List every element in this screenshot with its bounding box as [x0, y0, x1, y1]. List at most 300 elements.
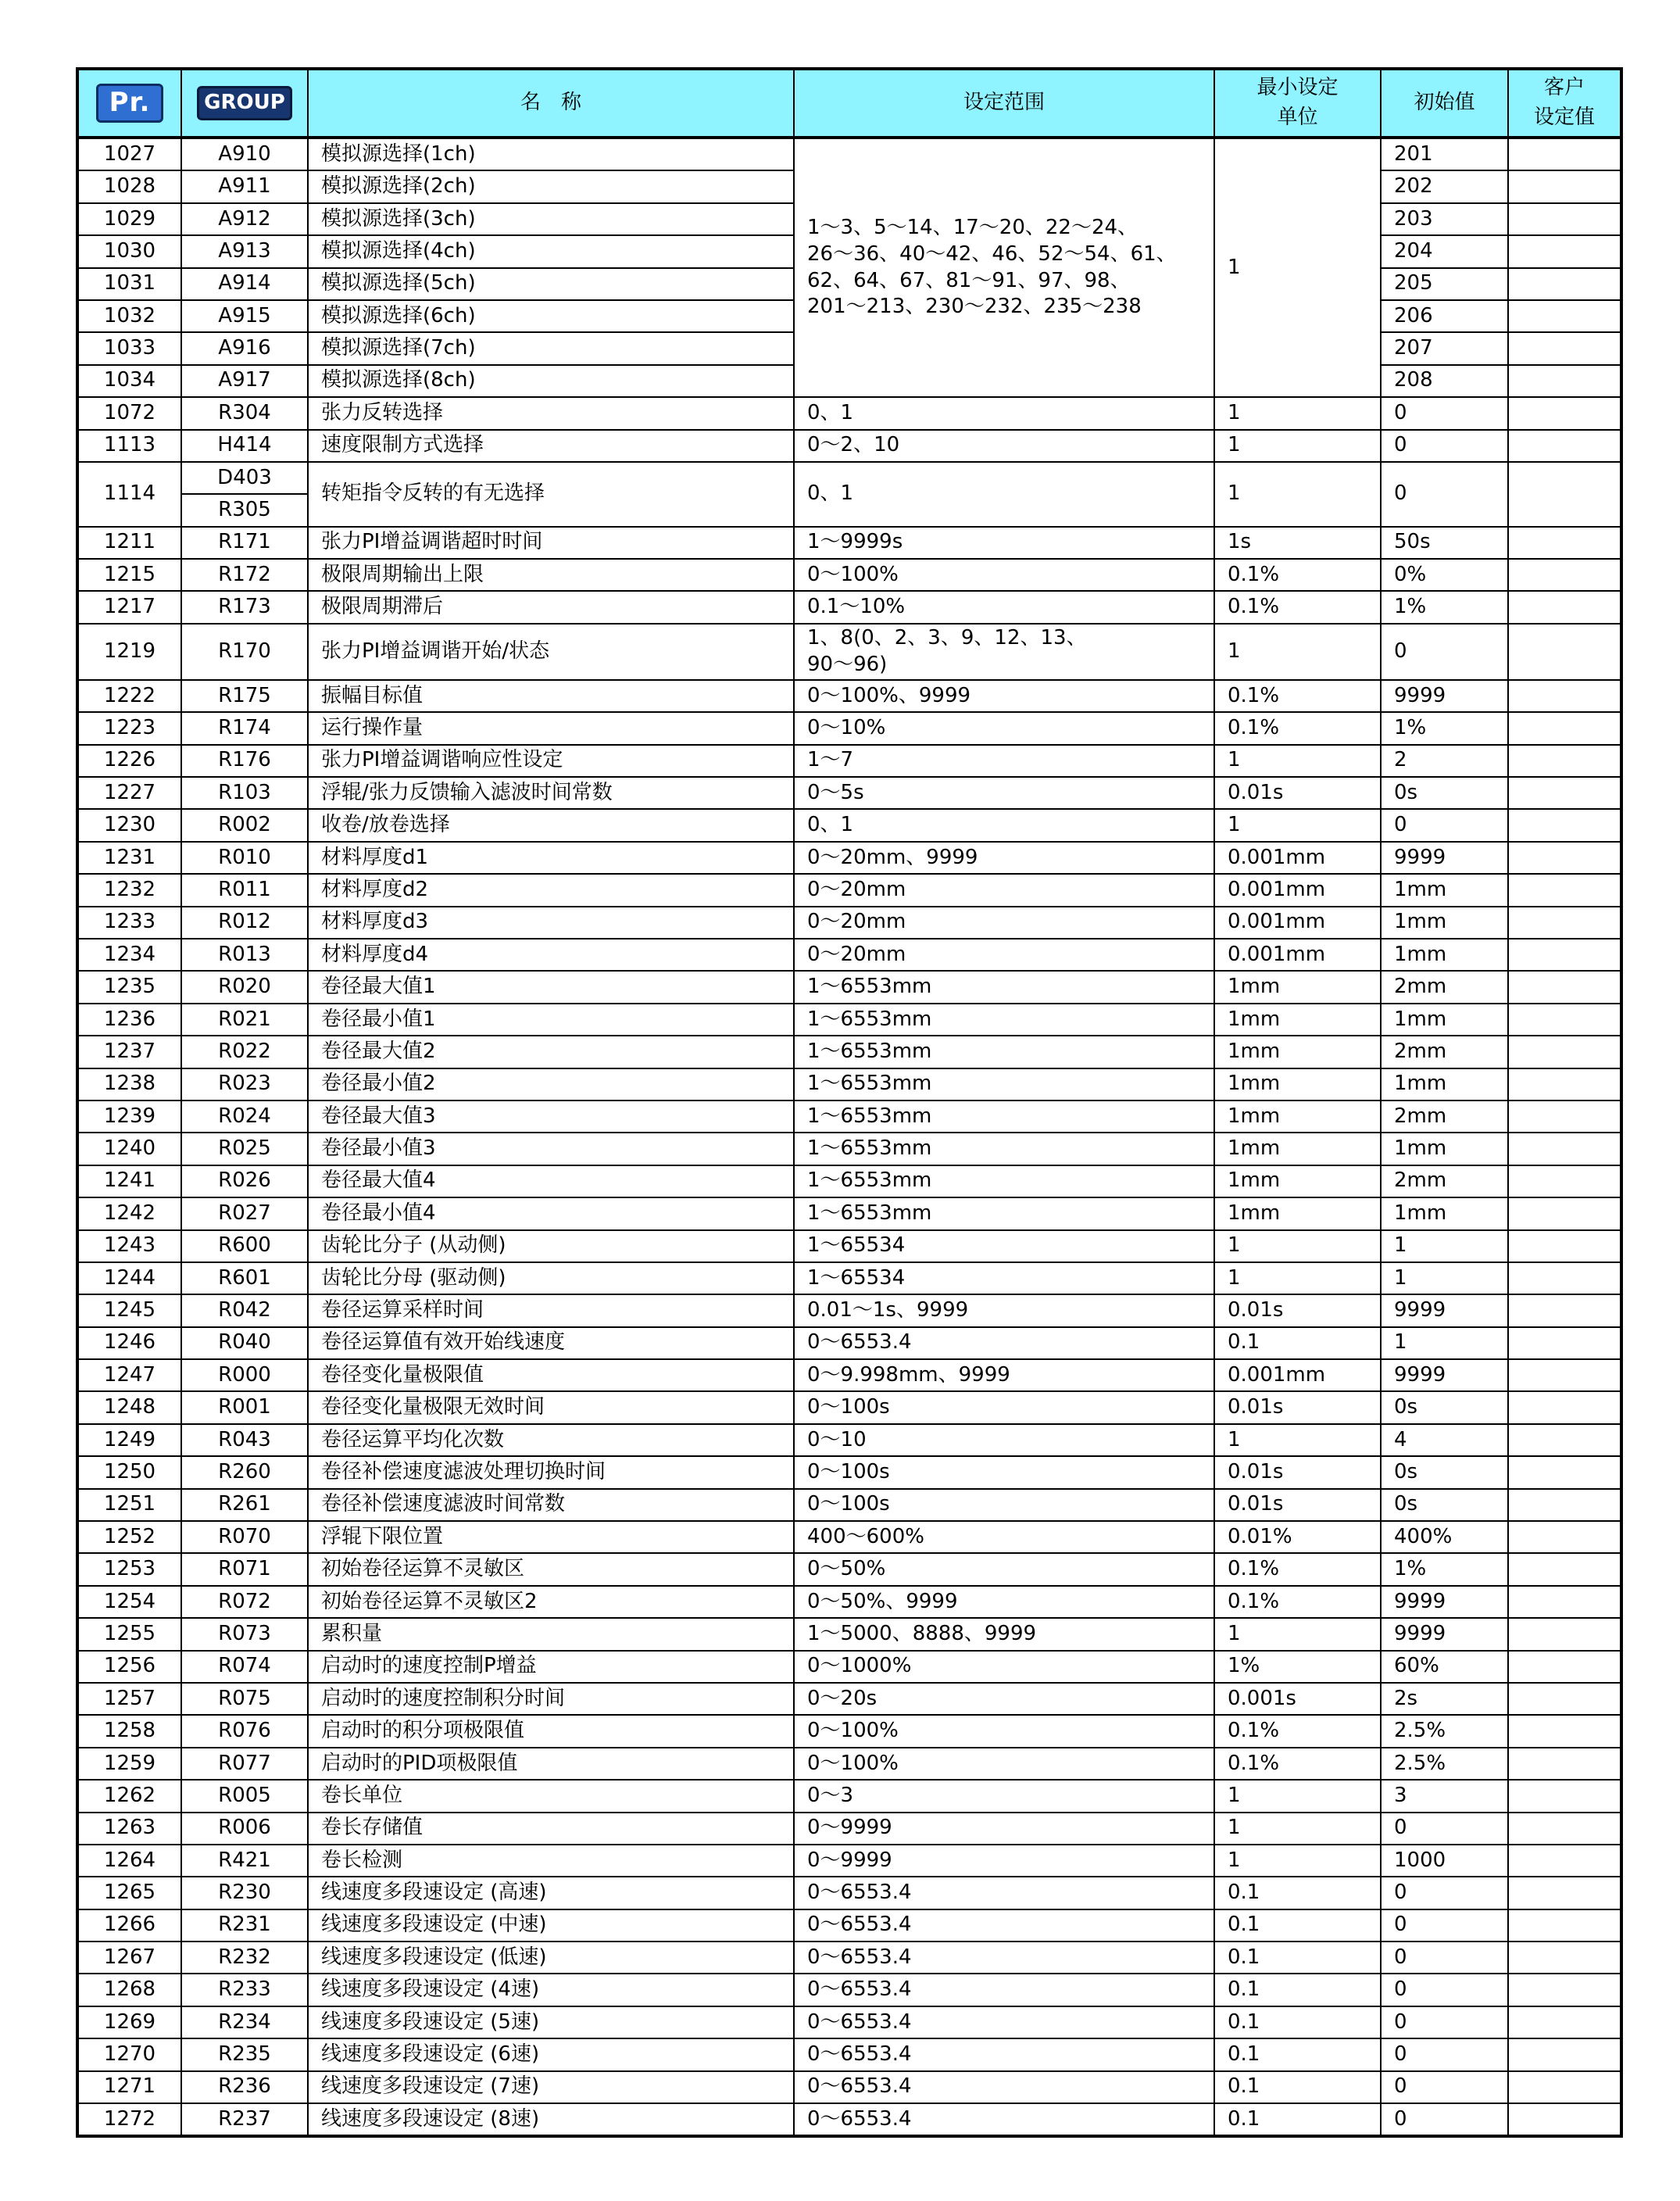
pr-number-cell: 1031: [77, 268, 181, 300]
pr-number-cell: 1226: [77, 745, 181, 777]
customer-value-cell[interactable]: [1508, 1651, 1621, 1683]
initial-value-cell: 0: [1381, 430, 1508, 462]
pr-number-cell: 1253: [77, 1553, 181, 1585]
pr-number-cell: 1266: [77, 1909, 181, 1942]
customer-value-cell[interactable]: [1508, 2071, 1621, 2103]
setting-range-cell: 0～6553.4: [794, 2071, 1214, 2103]
table-row: [77, 907, 1621, 939]
parameter-name-cell: 线速度多段速设定 (中速): [308, 1909, 794, 1942]
pr-number-cell: 1251: [77, 1489, 181, 1521]
group-code-cell: R042: [181, 1294, 308, 1326]
customer-value-cell[interactable]: [1508, 1230, 1621, 1262]
parameter-name-cell: 卷长存储值: [308, 1813, 794, 1845]
table-row: [77, 1521, 1621, 1553]
pr-number-cell: 1265: [77, 1877, 181, 1909]
group-code-cell: R230: [181, 1877, 308, 1909]
parameter-name-cell: 卷径最小值2: [308, 1068, 794, 1100]
customer-value-cell[interactable]: [1508, 268, 1621, 300]
table-row: [77, 1456, 1621, 1488]
customer-value-cell[interactable]: [1508, 2006, 1621, 2038]
setting-range-cell: 0～9999: [794, 1813, 1214, 1845]
customer-value-cell[interactable]: [1508, 559, 1621, 591]
parameter-name-cell: 线速度多段速设定 (7速): [308, 2071, 794, 2103]
pr-number-cell: 1217: [77, 591, 181, 623]
table-row: [77, 559, 1621, 591]
setting-range-cell: 0～10%: [794, 712, 1214, 744]
customer-value-cell[interactable]: [1508, 809, 1621, 841]
group-code-cell: R001: [181, 1391, 308, 1423]
parameter-name-cell: 模拟源选择(8ch): [308, 365, 794, 397]
table-row: [77, 1942, 1621, 1974]
parameter-name-cell: 模拟源选择(5ch): [308, 268, 794, 300]
setting-range-cell: 0～20s: [794, 1683, 1214, 1715]
initial-value-cell: 1mm: [1381, 1197, 1508, 1229]
group-code-cell: R071: [181, 1553, 308, 1585]
customer-value-cell[interactable]: [1508, 874, 1621, 906]
table-row: [77, 1133, 1621, 1165]
customer-value-cell[interactable]: [1508, 1618, 1621, 1650]
initial-value-cell: 2: [1381, 745, 1508, 777]
customer-value-cell[interactable]: [1508, 1715, 1621, 1747]
table-row: [77, 1391, 1621, 1423]
customer-value-cell[interactable]: [1508, 1586, 1621, 1618]
customer-value-cell[interactable]: [1508, 397, 1621, 429]
group-code-cell: R173: [181, 591, 308, 623]
parameter-table: [76, 67, 1623, 2138]
table-row: [77, 591, 1621, 623]
group-code-cell: R074: [181, 1651, 308, 1683]
min-unit-cell: 0.1%: [1214, 1586, 1381, 1618]
group-code-cell: R236: [181, 2071, 308, 2103]
pr-number-cell: 1258: [77, 1715, 181, 1747]
initial-value-cell: 1: [1381, 1327, 1508, 1359]
pr-number-cell: 1270: [77, 2038, 181, 2070]
parameter-name-cell: 振幅目标值: [308, 680, 794, 712]
table-row: [77, 842, 1621, 874]
min-unit-cell: 1mm: [1214, 1165, 1381, 1197]
pr-number-cell: 1256: [77, 1651, 181, 1683]
initial-value-cell: 9999: [1381, 1586, 1508, 1618]
table-row: [77, 2071, 1621, 2103]
min-unit-cell: 0.1: [1214, 1909, 1381, 1942]
pr-number-cell: 1227: [77, 777, 181, 809]
table-row: [77, 1651, 1621, 1683]
group-code-cell: R075: [181, 1683, 308, 1715]
setting-range-line: 201～213、230～232、235～238: [807, 295, 1142, 319]
group-code-cell: A916: [181, 332, 308, 364]
group-code-cell: R040: [181, 1327, 308, 1359]
setting-range-line: 90～96): [807, 652, 888, 676]
initial-value-cell: 2.5%: [1381, 1715, 1508, 1747]
setting-range-cell: 0～6553.4: [794, 1877, 1214, 1909]
table-row: [77, 1683, 1621, 1715]
customer-value-cell[interactable]: [1508, 430, 1621, 462]
customer-value-cell[interactable]: [1508, 971, 1621, 1003]
initial-value-cell: 206: [1381, 300, 1508, 332]
pr-number-cell: 1238: [77, 1068, 181, 1100]
customer-value-cell[interactable]: [1508, 777, 1621, 809]
parameter-name-cell: 张力PI增益调谐开始/状态: [308, 624, 794, 680]
customer-value-cell[interactable]: [1508, 1133, 1621, 1165]
group-code-cell: D403: [181, 462, 308, 494]
setting-range-cell: 1～65534: [794, 1262, 1214, 1294]
table-row: [77, 430, 1621, 462]
min-unit-cell: 1: [1214, 1845, 1381, 1877]
parameter-name-cell: 材料厚度d4: [308, 939, 794, 971]
group-code-cell: R601: [181, 1262, 308, 1294]
pr-number-cell: 1255: [77, 1618, 181, 1650]
pr-badge: Pr.: [96, 84, 164, 122]
parameter-name-cell: 收卷/放卷选择: [308, 809, 794, 841]
customer-value-cell[interactable]: [1508, 1068, 1621, 1100]
min-unit-cell: 1mm: [1214, 1036, 1381, 1068]
customer-value-cell[interactable]: [1508, 1456, 1621, 1488]
min-unit-cell: 1: [1214, 397, 1381, 429]
customer-value-cell[interactable]: [1508, 591, 1621, 623]
initial-value-cell: 201: [1381, 138, 1508, 170]
pr-number-cell: 1243: [77, 1230, 181, 1262]
min-unit-cell: 0.1%: [1214, 1553, 1381, 1585]
pr-number-cell: 1234: [77, 939, 181, 971]
table-row: [77, 1489, 1621, 1521]
customer-value-cell[interactable]: [1508, 1294, 1621, 1326]
setting-range-cell: 1～5000、8888、9999: [794, 1618, 1214, 1650]
group-code-cell: R232: [181, 1942, 308, 1974]
initial-value-cell: 0: [1381, 624, 1508, 680]
parameter-name-cell: 浮辊/张力反馈输入滤波时间常数: [308, 777, 794, 809]
pr-number-cell: 1237: [77, 1036, 181, 1068]
group-code-cell: R421: [181, 1845, 308, 1877]
setting-range-line: 1～3、5～14、17～20、22～24、: [807, 215, 1138, 239]
setting-range-cell: 0～50%、9999: [794, 1586, 1214, 1618]
initial-value-cell: 9999: [1381, 842, 1508, 874]
initial-value-cell: 205: [1381, 268, 1508, 300]
min-unit-cell: 0.1%: [1214, 591, 1381, 623]
customer-value-cell[interactable]: [1508, 203, 1621, 235]
table-row: [77, 1294, 1621, 1326]
initial-value-cell: 1mm: [1381, 939, 1508, 971]
group-code-cell: R027: [181, 1197, 308, 1229]
setting-range-cell: 0、1: [794, 809, 1214, 841]
customer-value-cell[interactable]: [1508, 1813, 1621, 1845]
parameter-name-cell: 转矩指令反转的有无选择: [308, 462, 794, 527]
parameter-name-cell: 启动时的积分项极限值: [308, 1715, 794, 1747]
customer-value-cell[interactable]: [1508, 1262, 1621, 1294]
group-code-cell: H414: [181, 430, 308, 462]
pr-number-cell: 1249: [77, 1424, 181, 1456]
pr-number-cell: 1033: [77, 332, 181, 364]
pr-number-cell: 1235: [77, 971, 181, 1003]
customer-value-cell[interactable]: [1508, 1197, 1621, 1229]
pr-number-cell: 1247: [77, 1359, 181, 1391]
setting-range-cell: 0～100s: [794, 1391, 1214, 1423]
pr-number-cell: 1233: [77, 907, 181, 939]
parameter-name-cell: 启动时的速度控制P增益: [308, 1651, 794, 1683]
pr-number-cell: 1028: [77, 170, 181, 202]
customer-value-cell[interactable]: [1508, 300, 1621, 332]
table-row: [77, 1974, 1621, 2006]
setting-range-cell: 0～9999: [794, 1845, 1214, 1877]
table-row: [77, 1813, 1621, 1845]
group-code-cell: R002: [181, 809, 308, 841]
customer-value-cell[interactable]: [1508, 1780, 1621, 1812]
group-code-cell: A913: [181, 235, 308, 267]
parameter-name-cell: 模拟源选择(1ch): [308, 138, 794, 170]
parameter-name-cell: 启动时的PID项极限值: [308, 1748, 794, 1780]
customer-value-cell[interactable]: [1508, 1424, 1621, 1456]
pr-number-cell: 1257: [77, 1683, 181, 1715]
min-unit-cell: 0.001mm: [1214, 842, 1381, 874]
table-row: [77, 1197, 1621, 1229]
min-unit-cell: 0.1: [1214, 1327, 1381, 1359]
setting-range-line: 1、8(0、2、3、9、12、13、: [807, 626, 1087, 650]
customer-value-cell[interactable]: [1508, 1748, 1621, 1780]
initial-value-cell: 1: [1381, 1262, 1508, 1294]
customer-value-cell[interactable]: [1508, 1100, 1621, 1133]
customer-value-cell[interactable]: [1508, 138, 1621, 170]
parameter-name-cell: 张力PI增益调谐超时时间: [308, 527, 794, 559]
parameter-name-cell: 线速度多段速设定 (高速): [308, 1877, 794, 1909]
setting-range-cell: 400～600%: [794, 1521, 1214, 1553]
parameter-name-cell: 材料厚度d2: [308, 874, 794, 906]
parameter-name-cell: 卷径最大值3: [308, 1100, 794, 1133]
customer-value-cell[interactable]: [1508, 235, 1621, 267]
table-row: [77, 1359, 1621, 1391]
pr-number-cell: 1264: [77, 1845, 181, 1877]
customer-value-cell[interactable]: [1508, 1683, 1621, 1715]
setting-range-cell: 1～6553mm: [794, 1133, 1214, 1165]
group-code-cell: R103: [181, 777, 308, 809]
group-code-cell: R174: [181, 712, 308, 744]
group-code-cell: R072: [181, 1586, 308, 1618]
group-code-cell: R010: [181, 842, 308, 874]
pr-number-cell: 1230: [77, 809, 181, 841]
initial-value-cell: 1mm: [1381, 1004, 1508, 1036]
table-row: [77, 777, 1621, 809]
customer-value-cell[interactable]: [1508, 332, 1621, 364]
initial-value-cell: 0: [1381, 1813, 1508, 1845]
customer-value-cell[interactable]: [1508, 1036, 1621, 1068]
customer-value-cell[interactable]: [1508, 1004, 1621, 1036]
group-code-cell: A910: [181, 138, 308, 170]
initial-value-cell: 2s: [1381, 1683, 1508, 1715]
pr-number-cell: 1271: [77, 2071, 181, 2103]
customer-value-cell[interactable]: [1508, 1909, 1621, 1942]
customer-value-cell[interactable]: [1508, 527, 1621, 559]
customer-value-cell[interactable]: [1508, 1877, 1621, 1909]
min-unit-cell: 0.1: [1214, 1877, 1381, 1909]
initial-value-cell: 0: [1381, 1974, 1508, 2006]
min-unit-cell: 0.001mm: [1214, 874, 1381, 906]
initial-value-cell: 3: [1381, 1780, 1508, 1812]
table-row: [77, 1748, 1621, 1780]
parameter-name-cell: 运行操作量: [308, 712, 794, 744]
table-row: [77, 680, 1621, 712]
pr-number-cell: 1215: [77, 559, 181, 591]
pr-number-cell: 1268: [77, 1974, 181, 2006]
customer-value-cell[interactable]: [1508, 1359, 1621, 1391]
pr-number-cell: 1029: [77, 203, 181, 235]
setting-range-cell: 0～100%、9999: [794, 680, 1214, 712]
min-unit-cell: 0.1%: [1214, 559, 1381, 591]
group-code-cell: R021: [181, 1004, 308, 1036]
min-unit-cell: 1mm: [1214, 1100, 1381, 1133]
customer-value-cell[interactable]: [1508, 624, 1621, 680]
min-unit-cell: 1: [1214, 624, 1381, 680]
min-unit-cell: 1: [1214, 1424, 1381, 1456]
setting-range-cell: 0～100s: [794, 1489, 1214, 1521]
table-row: [77, 2006, 1621, 2038]
parameter-name-cell: 累积量: [308, 1618, 794, 1650]
initial-value-cell: 400%: [1381, 1521, 1508, 1553]
parameter-name-cell: 线速度多段速设定 (8速): [308, 2103, 794, 2136]
group-badge: GROUP: [197, 86, 292, 120]
initial-value-cell: 2mm: [1381, 1036, 1508, 1068]
pr-number-cell: 1245: [77, 1294, 181, 1326]
pr-number-cell: 1219: [77, 624, 181, 680]
pr-number-cell: 1223: [77, 712, 181, 744]
customer-value-cell[interactable]: [1508, 680, 1621, 712]
table-row: [77, 1909, 1621, 1942]
pr-number-cell: 1027: [77, 138, 181, 170]
min-unit-cell: 1mm: [1214, 971, 1381, 1003]
min-unit-cell: 0.001mm: [1214, 907, 1381, 939]
initial-value-cell: 2mm: [1381, 1165, 1508, 1197]
customer-value-cell[interactable]: [1508, 712, 1621, 744]
min-unit-cell: 0.1%: [1214, 1715, 1381, 1747]
customer-value-cell[interactable]: [1508, 365, 1621, 397]
parameter-name-cell: 线速度多段速设定 (低速): [308, 1942, 794, 1974]
parameter-name-cell: 线速度多段速设定 (4速): [308, 1974, 794, 2006]
group-code-cell: R076: [181, 1715, 308, 1747]
pr-number-cell: 1272: [77, 2103, 181, 2136]
group-code-cell: R025: [181, 1133, 308, 1165]
parameter-name-cell: 模拟源选择(3ch): [308, 203, 794, 235]
pr-number-cell: 1267: [77, 1942, 181, 1974]
initial-value-cell: 0s: [1381, 777, 1508, 809]
customer-value-cell[interactable]: [1508, 2038, 1621, 2070]
table-row: [77, 1165, 1621, 1197]
customer-value-cell[interactable]: [1508, 939, 1621, 971]
setting-range-cell: 0～100%: [794, 1748, 1214, 1780]
min-unit-cell: 0.1: [1214, 1942, 1381, 1974]
group-code-cell: A914: [181, 268, 308, 300]
header-customer: [1508, 69, 1621, 138]
group-code-cell: R024: [181, 1100, 308, 1133]
customer-value-cell[interactable]: [1508, 745, 1621, 777]
pr-number-cell: 1244: [77, 1262, 181, 1294]
min-unit-cell: 0.001mm: [1214, 1359, 1381, 1391]
parameter-name-cell: 模拟源选择(2ch): [308, 170, 794, 202]
table-row: [77, 1877, 1621, 1909]
min-unit-cell: 1: [1214, 1618, 1381, 1650]
table-row: [77, 1262, 1621, 1294]
setting-range-cell: 0～20mm: [794, 939, 1214, 971]
parameter-name-cell: 张力PI增益调谐响应性设定: [308, 745, 794, 777]
table-row: [77, 1553, 1621, 1585]
customer-value-cell[interactable]: [1508, 1391, 1621, 1423]
group-code-cell: A911: [181, 170, 308, 202]
initial-value-cell: 1mm: [1381, 1068, 1508, 1100]
customer-value-cell[interactable]: [1508, 907, 1621, 939]
min-unit-cell: 0.01s: [1214, 1391, 1381, 1423]
setting-range-cell: 0～9.998mm、9999: [794, 1359, 1214, 1391]
pr-number-cell: 1254: [77, 1586, 181, 1618]
setting-range-cell: 1～6553mm: [794, 1004, 1214, 1036]
setting-range-cell: 0～3: [794, 1780, 1214, 1812]
initial-value-cell: 0: [1381, 2006, 1508, 2038]
parameter-name-cell: 卷径变化量极限值: [308, 1359, 794, 1391]
group-code-cell: R005: [181, 1780, 308, 1812]
group-code-cell: R176: [181, 745, 308, 777]
parameter-name-cell: 速度限制方式选择: [308, 430, 794, 462]
pr-number-cell: 1242: [77, 1197, 181, 1229]
group-code-cell: R011: [181, 874, 308, 906]
customer-value-cell[interactable]: [1508, 1327, 1621, 1359]
customer-value-cell[interactable]: [1508, 1165, 1621, 1197]
parameter-name-cell: 启动时的速度控制积分时间: [308, 1683, 794, 1715]
pr-number-cell: 1259: [77, 1748, 181, 1780]
customer-value-cell[interactable]: [1508, 1553, 1621, 1585]
customer-value-cell[interactable]: [1508, 842, 1621, 874]
parameter-name-cell: 卷径补偿速度滤波处理切换时间: [308, 1456, 794, 1488]
setting-range-cell: 0～100%: [794, 559, 1214, 591]
initial-value-cell: 1%: [1381, 591, 1508, 623]
min-unit-cell: 0.1: [1214, 2038, 1381, 2070]
customer-value-cell[interactable]: [1508, 462, 1621, 527]
min-unit-cell: 1: [1214, 1780, 1381, 1812]
parameter-name-cell: 极限周期输出上限: [308, 559, 794, 591]
group-code-cell: R233: [181, 1974, 308, 2006]
parameter-name-cell: 模拟源选择(6ch): [308, 300, 794, 332]
min-unit-cell: 1: [1214, 1230, 1381, 1262]
customer-value-cell[interactable]: [1508, 1521, 1621, 1553]
group-code-cell: R237: [181, 2103, 308, 2136]
pr-number-cell: 1269: [77, 2006, 181, 2038]
table-header-row: [77, 69, 1621, 138]
min-unit-cell: 0.01s: [1214, 1456, 1381, 1488]
customer-value-cell[interactable]: [1508, 1942, 1621, 1974]
customer-value-cell[interactable]: [1508, 1489, 1621, 1521]
parameter-name-cell: 卷径最大值4: [308, 1165, 794, 1197]
pr-number-cell: 1239: [77, 1100, 181, 1133]
initial-value-cell: 204: [1381, 235, 1508, 267]
header-min-unit-line2: 单位: [1277, 106, 1318, 129]
parameter-name-cell: 线速度多段速设定 (5速): [308, 2006, 794, 2038]
customer-value-cell[interactable]: [1508, 1845, 1621, 1877]
table-row: [77, 1618, 1621, 1650]
pr-number-cell: 1263: [77, 1813, 181, 1845]
min-unit-cell: 1%: [1214, 1651, 1381, 1683]
min-unit-cell: 0.1%: [1214, 680, 1381, 712]
customer-value-cell[interactable]: [1508, 170, 1621, 202]
setting-range-cell: 0～20mm: [794, 907, 1214, 939]
table-row: [77, 2038, 1621, 2070]
setting-range-cell: 0～2、10: [794, 430, 1214, 462]
initial-value-cell: 0: [1381, 1877, 1508, 1909]
pr-number-cell: 1231: [77, 842, 181, 874]
customer-value-cell[interactable]: [1508, 2103, 1621, 2136]
group-code-cell: R023: [181, 1068, 308, 1100]
setting-range-cell: 1～65534: [794, 1230, 1214, 1262]
min-unit-cell: 0.01%: [1214, 1521, 1381, 1553]
table-row: [77, 939, 1621, 971]
group-code-cell: R170: [181, 624, 308, 680]
customer-value-cell[interactable]: [1508, 1974, 1621, 2006]
setting-range-cell: 0.1～10%: [794, 591, 1214, 623]
setting-range-cell: 0～100s: [794, 1456, 1214, 1488]
table-row: [77, 397, 1621, 429]
